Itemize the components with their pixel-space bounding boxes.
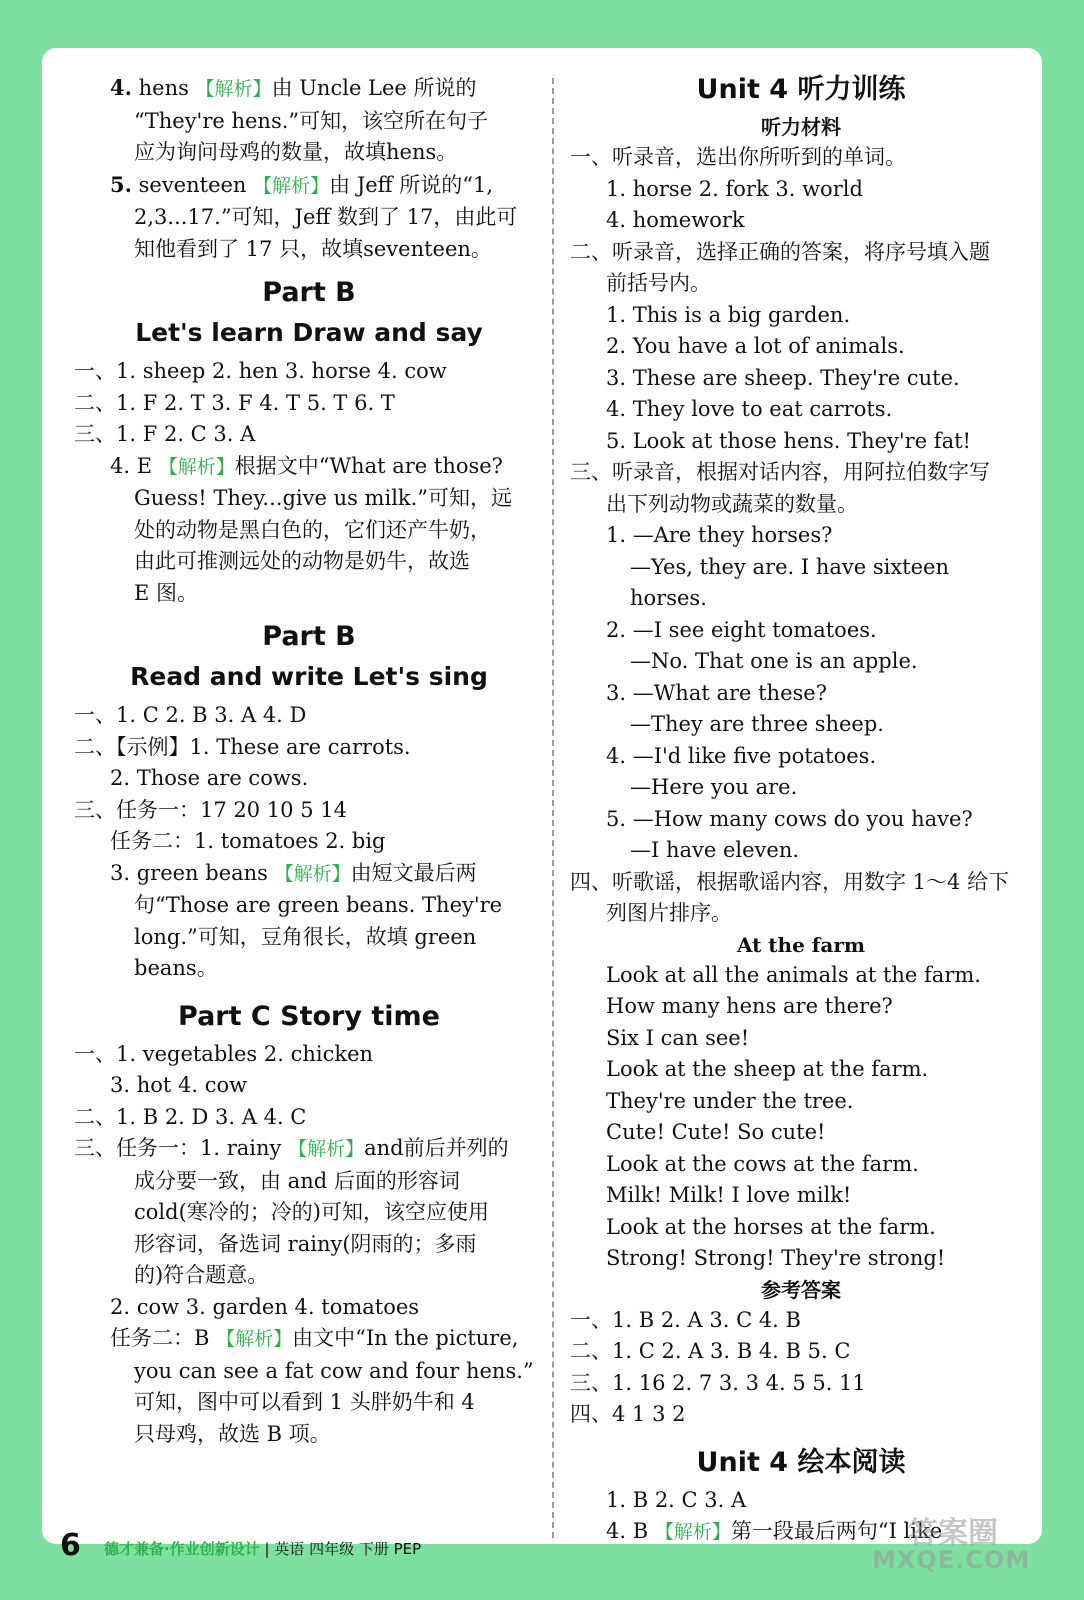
answer-line: 应为询问母鸡的数量，故填hens。 (134, 140, 458, 164)
answer-line: long.”可知，豆角很长，故填 green (134, 924, 477, 949)
answer-line: 4. E 【解析】根据文中“What are those? (110, 453, 503, 478)
question-heading: 一、听录音，选出你所听到的单词。 (570, 145, 906, 169)
section-subtitle: Read and write Let's sing (130, 662, 488, 691)
answer-line: 任务二：1. tomatoes 2. big (110, 829, 386, 853)
watermark-url: MXQE.COM (872, 1546, 1031, 1574)
song-line: Six I can see! (606, 1025, 750, 1050)
answer-line: 一、1. vegetables 2. chicken (74, 1041, 374, 1066)
page-sheet (42, 48, 1042, 1544)
question-heading: 列图片排序。 (606, 901, 732, 925)
section-title: Part C Story time (178, 1000, 440, 1032)
answer-line: 1. B 2. C 3. A (606, 1487, 747, 1512)
answer-line: 句“Those are green beans. They're (134, 893, 503, 917)
footer-text (104, 1538, 421, 1559)
dialogue-line: —They are three sheep. (630, 712, 884, 736)
dialogue-line: 2. —I see eight tomatoes. (606, 617, 877, 642)
song-line: Strong! Strong! They're strong! (606, 1246, 946, 1270)
list-item: 1. This is a big garden. (606, 302, 851, 327)
question-heading: 二、听录音，选择正确的答案，将序号填入题 (570, 239, 990, 264)
answer-line: 任务二：B 【解析】由文中“In the picture, (110, 1326, 519, 1350)
watermark (866, 1508, 1046, 1578)
answer-line: 处的动物是黑白色的，它们还产牛奶， (134, 517, 491, 542)
answer-line: 由此可推测远处的动物是奶牛，故选 (134, 549, 470, 573)
list-item: 5. Look at those hens. They're fat! (606, 428, 971, 453)
answer-line: 3. green beans 【解析】由短文最后两 (110, 860, 477, 885)
answer-line: 4. B 【解析】第一段最后两句“I like (606, 1519, 943, 1543)
answer-line: 二、【示例】1. These are carrots. (74, 734, 411, 759)
answer-line: 三、任务一：1. rainy 【解析】and前后并列的 (74, 1136, 509, 1160)
answer-line: Guess! They...give us milk.”可知，远 (134, 486, 513, 510)
answer-line: 4. homework (606, 208, 745, 232)
dialogue-line: —I have eleven. (630, 838, 800, 862)
section-title: Part B (262, 277, 356, 308)
answer-line: 2. Those are cows. (110, 766, 309, 790)
section-title: Part B (262, 621, 356, 652)
dialogue-line: 4. —I'd like five potatoes. (606, 743, 877, 768)
song-line: They're under the tree. (606, 1088, 854, 1113)
song-line: Look at the cows at the farm. (606, 1151, 919, 1176)
answer-line: E 图。 (134, 580, 199, 605)
answer-line: 的)符合题意。 (134, 1263, 269, 1287)
right-column (570, 72, 1032, 1544)
column-divider (552, 78, 554, 1538)
song-line: Look at the sheep at the farm. (606, 1057, 929, 1081)
answer-line: 一、1. sheep 2. hen 3. horse 4. cow (74, 359, 447, 383)
answer-line: 可知，图中可以看到 1 头胖奶牛和 4 (134, 1390, 475, 1414)
dialogue-line: —Yes, they are. I have sixteen horses. (630, 554, 949, 610)
page-number: 6 (60, 1528, 81, 1563)
material-heading: 听力材料 (761, 115, 841, 139)
dialogue-line: —No. That one is an apple. (630, 649, 918, 673)
list-item: 3. These are sheep. They're cute. (606, 365, 960, 390)
song-line: Milk! Milk! I love milk! (606, 1183, 852, 1207)
answer-line: beans。 (134, 956, 218, 980)
question-heading: 四、听歌谣，根据歌谣内容，用数字 1～4 给下 (570, 869, 1010, 894)
answer-line: cold(寒冷的；冷的)可知，该空应使用 (134, 1200, 489, 1224)
question-heading: 三、听录音，根据对话内容，用阿拉伯数字写 (570, 460, 990, 484)
answer-line: 知他看到了 17 只，故填seventeen。 (134, 236, 492, 261)
answer-line: “They're hens.”可知，该空所在句子 (134, 108, 489, 133)
song-title: At the farm (736, 932, 866, 957)
dialogue-line: 1. —Are they horses? (606, 523, 833, 547)
answer-line: 只母鸡，故选 B 项。 (134, 1421, 331, 1446)
answer-line: 3. hot 4. cow (110, 1073, 248, 1097)
list-item: 4. They love to eat carrots. (606, 397, 893, 421)
answer-line: 4. hens 【解析】由 Uncle Lee 所说的 (110, 75, 477, 100)
dialogue-line: 3. —What are these? (606, 680, 827, 705)
answer-line: 2,3...17.”可知，Jeff 数到了 17，由此可 (134, 205, 518, 229)
watermark-logo-text: 答案圈 (908, 1516, 998, 1551)
song-line: Look at the horses at the farm. (606, 1214, 936, 1239)
unit-title: Unit 4 绘本阅读 (696, 1446, 906, 1478)
answer-line: 一、1. C 2. B 3. A 4. D (74, 703, 307, 727)
left-column (74, 72, 544, 1450)
footer-brand: 德才兼备·作业创新设计 (104, 1540, 260, 1558)
answer-line: 三、任务一：17 20 10 5 14 (74, 797, 347, 822)
dialogue-line: —Here you are. (630, 775, 798, 799)
list-item: 2. You have a lot of animals. (606, 334, 905, 358)
answer-line: 形容词，备选词 rainy(阴雨的；多雨 (134, 1231, 477, 1256)
answer-line: 二、1. B 2. D 3. A 4. C (74, 1104, 307, 1129)
section-subtitle: Let's learn Draw and say (135, 318, 483, 347)
answer-line: 二、1. F 2. T 3. F 4. T 5. T 6. T (74, 390, 395, 415)
answer-line: 1. horse 2. fork 3. world (606, 176, 863, 201)
answers-heading: 参考答案 (761, 1277, 841, 1302)
song-line: How many hens are there? (606, 994, 893, 1018)
song-line: Cute! Cute! So cute! (606, 1120, 826, 1144)
question-heading: 前括号内。 (606, 271, 711, 295)
answer-line: 5. seventeen 【解析】由 Jeff 所说的“1, (110, 171, 494, 197)
question-heading: 出下列动物或蔬菜的数量。 (606, 491, 858, 516)
answer-line: you can see a fat cow and four hens.” (134, 1358, 534, 1383)
answer-line: 一、1. B 2. A 3. C 4. B (570, 1307, 801, 1332)
answer-line: 二、1. C 2. A 3. B 4. B 5. C (570, 1339, 851, 1363)
answer-line: 成分要一致，由 and 后面的形容词 (134, 1168, 460, 1193)
dialogue-line: 5. —How many cows do you have? (606, 806, 973, 831)
unit-title: Unit 4 听力训练 (696, 74, 906, 105)
answer-line: 三、1. F 2. C 3. A (74, 422, 256, 446)
footer-info: | 英语 四年级 下册 PEP (264, 1540, 422, 1558)
answer-line: 四、4 1 3 2 (570, 1402, 686, 1426)
song-line: Look at all the animals at the farm. (606, 962, 981, 987)
answer-line: 2. cow 3. garden 4. tomatoes (110, 1294, 420, 1319)
answer-line: 三、1. 16 2. 7 3. 3 4. 5 5. 11 (570, 1370, 866, 1395)
